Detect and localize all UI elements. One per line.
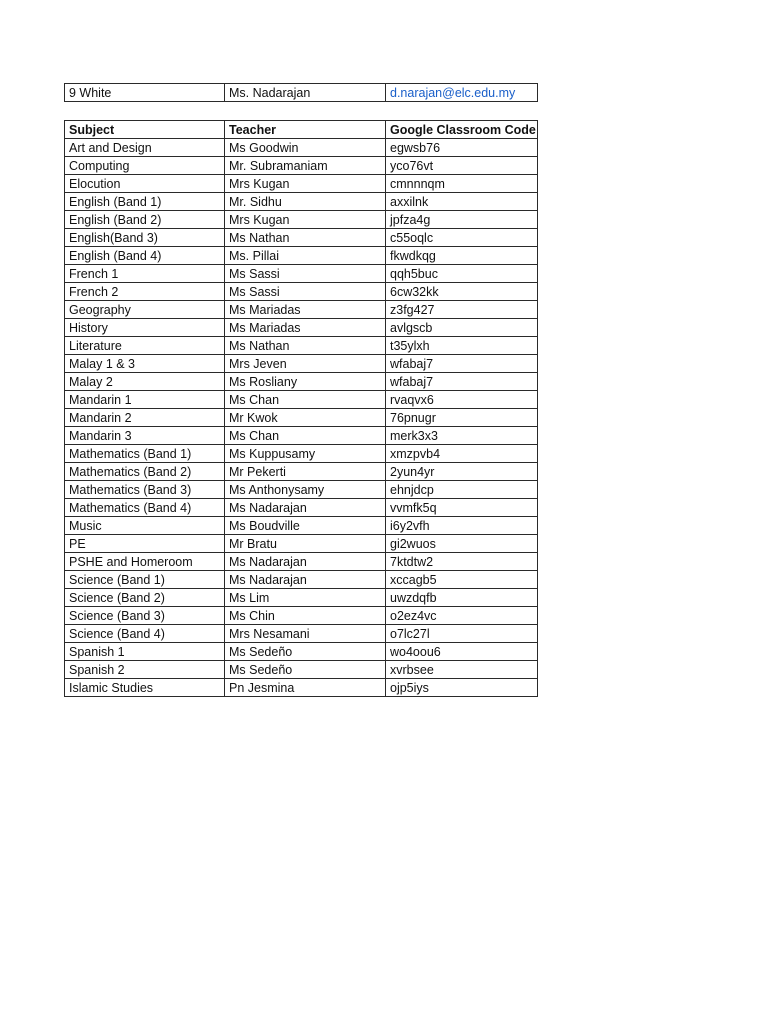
class-info-table	[64, 83, 538, 102]
header-subject: Subject	[65, 121, 225, 139]
table-row	[65, 175, 538, 193]
teacher-cell: Mr Kwok	[225, 409, 386, 427]
subject-cell: English (Band 1)	[65, 193, 225, 211]
table-row	[65, 157, 538, 175]
classroom-code-cell: fkwdkqg	[386, 247, 538, 265]
classroom-code-cell: xvrbsee	[386, 661, 538, 679]
table-row	[65, 265, 538, 283]
table-row	[65, 679, 538, 697]
table-row	[65, 607, 538, 625]
subject-cell: Mandarin 3	[65, 427, 225, 445]
subject-cell: Spanish 1	[65, 643, 225, 661]
classroom-codes-table	[64, 120, 538, 697]
subject-cell: English (Band 2)	[65, 211, 225, 229]
teacher-cell: Mr Pekerti	[225, 463, 386, 481]
subject-cell: PSHE and Homeroom	[65, 553, 225, 571]
classroom-code-cell: merk3x3	[386, 427, 538, 445]
classroom-code-cell: axxilnk	[386, 193, 538, 211]
subject-cell: Islamic Studies	[65, 679, 225, 697]
table-row	[65, 589, 538, 607]
subject-cell: Geography	[65, 301, 225, 319]
classroom-code-cell: vvmfk5q	[386, 499, 538, 517]
table-row	[65, 517, 538, 535]
subject-cell: English (Band 4)	[65, 247, 225, 265]
classroom-code-cell: xmzpvb4	[386, 445, 538, 463]
teacher-cell: Ms Sassi	[225, 283, 386, 301]
subject-cell: Science (Band 3)	[65, 607, 225, 625]
table-header-row	[65, 121, 538, 139]
subject-cell: Computing	[65, 157, 225, 175]
table-row	[65, 499, 538, 517]
teacher-email-link[interactable]: d.narajan@elc.edu.my	[386, 84, 538, 102]
teacher-cell: Ms Sedeño	[225, 661, 386, 679]
table-row	[65, 193, 538, 211]
classroom-code-cell: 76pnugr	[386, 409, 538, 427]
table-row	[65, 355, 538, 373]
subject-cell: Science (Band 1)	[65, 571, 225, 589]
classroom-code-cell: wo4oou6	[386, 643, 538, 661]
teacher-cell: Ms Anthonysamy	[225, 481, 386, 499]
teacher-cell: Mr. Subramaniam	[225, 157, 386, 175]
classroom-code-cell: c55oqlc	[386, 229, 538, 247]
table-body	[65, 139, 538, 697]
teacher-cell: Ms Mariadas	[225, 301, 386, 319]
classroom-code-cell: ojp5iys	[386, 679, 538, 697]
subject-cell: Mandarin 1	[65, 391, 225, 409]
classroom-code-cell: o2ez4vc	[386, 607, 538, 625]
classroom-code-cell: rvaqvx6	[386, 391, 538, 409]
table-row	[65, 247, 538, 265]
teacher-cell: Ms Sedeño	[225, 643, 386, 661]
subject-cell: French 2	[65, 283, 225, 301]
table-row	[65, 625, 538, 643]
teacher-cell: Ms Goodwin	[225, 139, 386, 157]
teacher-cell: Ms. Pillai	[225, 247, 386, 265]
teacher-cell: Ms Nadarajan	[225, 571, 386, 589]
teacher-cell: Pn Jesmina	[225, 679, 386, 697]
table-row	[65, 643, 538, 661]
subject-cell: Malay 1 & 3	[65, 355, 225, 373]
table-row	[65, 535, 538, 553]
teacher-cell: Ms Nadarajan	[225, 499, 386, 517]
subject-cell: French 1	[65, 265, 225, 283]
subject-cell: Mathematics (Band 4)	[65, 499, 225, 517]
form-teacher: Ms. Nadarajan	[225, 84, 386, 102]
teacher-cell: Ms Chan	[225, 427, 386, 445]
teacher-cell: Ms Nathan	[225, 337, 386, 355]
subject-cell: English(Band 3)	[65, 229, 225, 247]
teacher-cell: Mrs Jeven	[225, 355, 386, 373]
teacher-cell: Ms Nadarajan	[225, 553, 386, 571]
table-row	[65, 319, 538, 337]
table-row	[65, 211, 538, 229]
subject-cell: Spanish 2	[65, 661, 225, 679]
teacher-cell: Ms Chan	[225, 391, 386, 409]
class-info-row	[65, 84, 538, 102]
subject-cell: Mathematics (Band 3)	[65, 481, 225, 499]
table-row	[65, 229, 538, 247]
table-row	[65, 283, 538, 301]
subject-cell: Malay 2	[65, 373, 225, 391]
teacher-cell: Ms Boudville	[225, 517, 386, 535]
table-row	[65, 139, 538, 157]
class-name: 9 White	[65, 84, 225, 102]
classroom-code-cell: ehnjdcp	[386, 481, 538, 499]
classroom-code-cell: wfabaj7	[386, 355, 538, 373]
subject-cell: Music	[65, 517, 225, 535]
classroom-code-cell: i6y2vfh	[386, 517, 538, 535]
subject-cell: Mathematics (Band 2)	[65, 463, 225, 481]
teacher-cell: Mrs Kugan	[225, 175, 386, 193]
teacher-cell: Mrs Nesamani	[225, 625, 386, 643]
classroom-code-cell: egwsb76	[386, 139, 538, 157]
teacher-cell: Mr Bratu	[225, 535, 386, 553]
subject-cell: Elocution	[65, 175, 225, 193]
table-row	[65, 571, 538, 589]
table-row	[65, 427, 538, 445]
subject-cell: History	[65, 319, 225, 337]
table-row	[65, 463, 538, 481]
classroom-code-cell: o7lc27l	[386, 625, 538, 643]
classroom-code-cell: 2yun4yr	[386, 463, 538, 481]
table-row	[65, 391, 538, 409]
teacher-cell: Ms Rosliany	[225, 373, 386, 391]
table-row	[65, 661, 538, 679]
table-row	[65, 553, 538, 571]
subject-cell: Mathematics (Band 1)	[65, 445, 225, 463]
classroom-code-cell: qqh5buc	[386, 265, 538, 283]
classroom-code-cell: xccagb5	[386, 571, 538, 589]
subject-cell: Literature	[65, 337, 225, 355]
classroom-code-cell: wfabaj7	[386, 373, 538, 391]
classroom-code-cell: uwzdqfb	[386, 589, 538, 607]
classroom-code-cell: yco76vt	[386, 157, 538, 175]
classroom-code-cell: gi2wuos	[386, 535, 538, 553]
teacher-cell: Ms Nathan	[225, 229, 386, 247]
header-teacher: Teacher	[225, 121, 386, 139]
teacher-cell: Ms Chin	[225, 607, 386, 625]
classroom-code-cell: 6cw32kk	[386, 283, 538, 301]
table-row	[65, 445, 538, 463]
teacher-cell: Ms Lim	[225, 589, 386, 607]
table-row	[65, 409, 538, 427]
teacher-cell: Mrs Kugan	[225, 211, 386, 229]
classroom-code-cell: cmnnnqm	[386, 175, 538, 193]
teacher-cell: Ms Mariadas	[225, 319, 386, 337]
classroom-code-cell: avlgscb	[386, 319, 538, 337]
table-row	[65, 373, 538, 391]
header-classroom-code: Google Classroom Code	[386, 121, 538, 139]
subject-cell: Science (Band 2)	[65, 589, 225, 607]
teacher-cell: Ms Sassi	[225, 265, 386, 283]
teacher-cell: Mr. Sidhu	[225, 193, 386, 211]
classroom-code-cell: z3fg427	[386, 301, 538, 319]
classroom-code-cell: jpfza4g	[386, 211, 538, 229]
teacher-cell: Ms Kuppusamy	[225, 445, 386, 463]
classroom-code-cell: t35ylxh	[386, 337, 538, 355]
subject-cell: Mandarin 2	[65, 409, 225, 427]
table-row	[65, 301, 538, 319]
subject-cell: Art and Design	[65, 139, 225, 157]
subject-cell: PE	[65, 535, 225, 553]
classroom-code-cell: 7ktdtw2	[386, 553, 538, 571]
table-row	[65, 481, 538, 499]
table-row	[65, 337, 538, 355]
subject-cell: Science (Band 4)	[65, 625, 225, 643]
